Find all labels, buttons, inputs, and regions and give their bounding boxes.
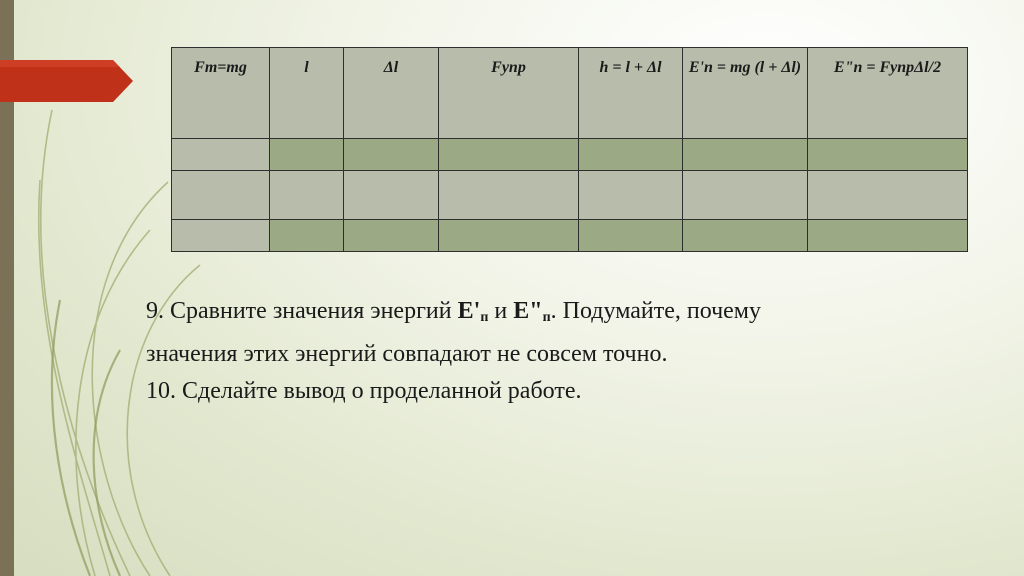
task-9-line-1 <box>146 293 976 336</box>
header-potential-energy-2: E"п = FупрΔl/2 <box>808 48 968 139</box>
table-cell <box>270 139 344 171</box>
table-cell <box>683 220 808 252</box>
table-cell <box>344 220 439 252</box>
table-cell <box>683 171 808 220</box>
task-9-text-a: Сравните значения энергий <box>164 298 458 324</box>
table-cell <box>344 139 439 171</box>
table-row <box>172 139 968 171</box>
task-9-number: 9. <box>146 298 164 324</box>
header-elastic-force: Fупр <box>439 48 579 139</box>
table-header-row <box>172 48 968 139</box>
table-row <box>172 220 968 252</box>
header-gravity-force: Fт=mg <box>172 48 270 139</box>
task-9-and: и <box>488 298 514 324</box>
table-cell <box>439 171 579 220</box>
header-elongation: Δl <box>344 48 439 139</box>
table-cell <box>172 220 270 252</box>
energy-symbol-2: $E"_п$ <box>513 298 551 325</box>
energy-table <box>171 47 968 252</box>
table-cell <box>808 139 968 171</box>
table-cell <box>344 171 439 220</box>
red-arrow-tab <box>0 60 133 102</box>
table-cell <box>808 171 968 220</box>
task-9-text-b: . Подумайте, почему <box>550 298 761 324</box>
table-cell <box>439 139 579 171</box>
table-cell <box>683 139 808 171</box>
energy-symbol-1: $E'_п$ <box>457 298 489 325</box>
table-cell <box>579 139 683 171</box>
table-cell <box>439 220 579 252</box>
task-10-text: Сделайте вывод о проделанной работе. <box>176 378 582 404</box>
table-cell <box>270 220 344 252</box>
header-height: h = l + Δl <box>579 48 683 139</box>
header-potential-energy-1: E'п = mg (l + Δl) <box>683 48 808 139</box>
header-length: l <box>270 48 344 139</box>
table-cell <box>579 171 683 220</box>
task-10-number: 10. <box>146 378 176 404</box>
table-cell <box>172 171 270 220</box>
instructions-text <box>146 293 976 410</box>
table-cell <box>172 139 270 171</box>
task-9-line-2: значения этих энергий совпадают не совсем точно. <box>146 341 668 367</box>
table-row <box>172 171 968 220</box>
table-cell <box>270 171 344 220</box>
table-cell <box>579 220 683 252</box>
task-10-line <box>146 373 976 410</box>
table-cell <box>808 220 968 252</box>
